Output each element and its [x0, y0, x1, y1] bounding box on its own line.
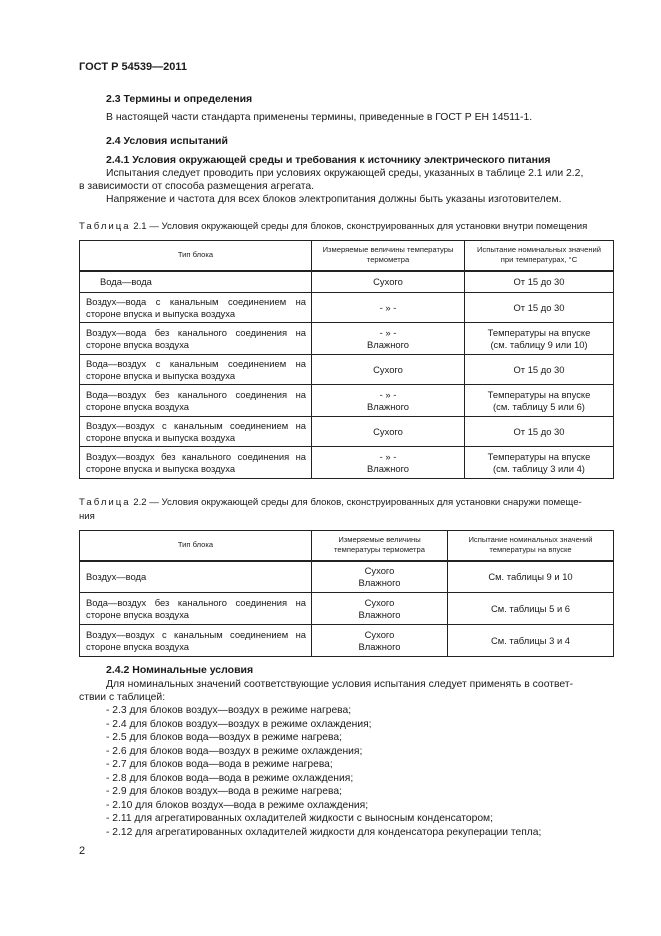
table-2-1-caption-word: Таблица: [79, 221, 131, 232]
list-item: - 2.4 для блоков воздух—воздух в режиме охлаждения;: [106, 718, 372, 730]
table-cell-test: От 15 до 30: [465, 417, 614, 447]
table-cell-type: Вода—воздух без канального соединения на стороне впуска воздуха: [80, 385, 312, 417]
list-item: - 2.11 для агрегатированных охладителей жидкости с выносным конденсатором;: [106, 813, 493, 824]
table-2-1-header-type: Тип блока: [80, 241, 312, 271]
table-cell-measured: Сухого Влажного: [312, 561, 448, 593]
list-item: - 2.8 для блоков вода—вода в режиме охлаждения;: [106, 772, 354, 784]
table-2-1-header-test: Испытание номинальных значений при температурах, °С: [465, 241, 614, 271]
section-2-3-text: В настоящей части стандарта применены термины, приведенные в ГОСТ Р ЕН 14511-1.: [106, 112, 533, 123]
table-cell-measured: - » - Влажного: [312, 323, 465, 355]
section-2-4-2-intro-line2: ствии с таблицей:: [79, 692, 166, 703]
table-2-1-caption: [79, 221, 587, 232]
section-heading-2-4-2: 2.4.2 Номинальные условия: [106, 664, 254, 676]
list-item: - 2.7 для блоков вода—вода в режиме нагрева;: [106, 759, 333, 770]
table-2-2-caption-word: Таблица: [79, 497, 131, 508]
table-cell-measured: - » - Влажного: [312, 385, 465, 417]
list-item: - 2.10 для блоков воздух—вода в режиме охлаждения;: [106, 799, 369, 811]
list-item: - 2.6 для блоков вода—воздух в режиме охлаждения;: [106, 745, 363, 757]
section-2-4-1-para2: Напряжение и частота для всех блоков электропитания должны быть указаны изготовителем.: [106, 194, 562, 205]
table-2-2-header-type: Тип блока: [80, 531, 312, 561]
list-item: - 2.9 для блоков воздух—вода в режиме нагрева;: [106, 786, 342, 797]
table-row: [80, 293, 614, 323]
section-heading-2-3: 2.3 Термины и определения: [106, 93, 253, 105]
table-cell-measured: Сухого: [312, 355, 465, 385]
table-cell-type: Вода—воздух с канальным соединением на стороне впуска и выпуска воздуха: [80, 355, 312, 385]
table-2-2-header-row: [80, 531, 614, 561]
section-heading-2-4: 2.4 Условия испытаний: [106, 135, 228, 147]
table-cell-measured: - » - Влажного: [312, 447, 465, 479]
table-row: [80, 385, 614, 417]
section-heading-2-4-1: 2.4.1 Условия окружающей среды и требования к источнику электрического питания: [106, 154, 551, 166]
table-2-2-caption-line2: ния: [79, 511, 95, 522]
table-row: [80, 625, 614, 657]
list-item: - 2.5 для блоков вода—воздух в режиме нагрева;: [106, 732, 342, 743]
table-cell-test: Температуры на впуске (см. таблицу 3 или 4): [465, 447, 614, 479]
table-cell-type: Воздух—воздух с канальным соединением на стороне впуска воздуха: [80, 625, 312, 657]
table-2-1: [79, 240, 614, 479]
table-row: [80, 447, 614, 479]
page-number: 2: [79, 845, 86, 857]
table-cell-measured: Сухого: [312, 271, 465, 293]
table-cell-test: См. таблицы 5 и 6: [448, 593, 614, 625]
table-2-2-caption: [79, 496, 619, 524]
table-cell-measured: Сухого Влажного: [312, 593, 448, 625]
table-row: [80, 593, 614, 625]
section-2-4-1-para1-line1: Испытания следует проводить при условиях окружающей среды, указанных в таблице 2.1 или 2.2,: [106, 168, 584, 179]
list-item: - 2.3 для блоков воздух—воздух в режиме нагрева;: [106, 705, 352, 716]
table-2-1-header-row: [80, 241, 614, 271]
table-row: [80, 355, 614, 385]
table-row: [80, 323, 614, 355]
table-2-2-caption-text: 2.2 — Условия окружающей среды для блоков, сконструированных для установки снаружи помеще-: [133, 497, 582, 508]
table-cell-type: Вода—вода: [80, 271, 312, 293]
table-cell-type: Вода—воздух без канального соединения на стороне впуска воздуха: [80, 593, 312, 625]
rated-conditions-list: [106, 704, 541, 839]
table-cell-measured: Сухого: [312, 417, 465, 447]
table-cell-type: Воздух—вода: [80, 561, 312, 593]
table-cell-test: Температуры на впуске (см. таблицу 5 или 6): [465, 385, 614, 417]
table-cell-type: Воздух—воздух с канальным соединением на стороне впуска и выпуска воздуха: [80, 417, 312, 447]
table-cell-test: См. таблицы 9 и 10: [448, 561, 614, 593]
table-2-2: [79, 530, 614, 657]
list-item: - 2.12 для агрегатированных охладителей жидкости для конденсатора рекуперации тепла;: [106, 826, 542, 838]
table-2-1-caption-text: 2.1 — Условия окружающей среды для блоков, сконструированных для установки внутри помещения: [133, 221, 588, 232]
table-cell-test: От 15 до 30: [465, 293, 614, 323]
table-row: [80, 417, 614, 447]
table-cell-test: См. таблицы 3 и 4: [448, 625, 614, 657]
table-cell-test: От 15 до 30: [465, 271, 614, 293]
document-header: ГОСТ Р 54539—2011: [79, 61, 187, 73]
table-cell-test: Температуры на впуске (см. таблицу 9 или 10): [465, 323, 614, 355]
table-row: [80, 271, 614, 293]
table-2-1-header-measured: Измеряемые величины температуры термометра: [312, 241, 465, 271]
table-cell-type: Воздух—вода без канального соединения на стороне впуска воздуха: [80, 323, 312, 355]
section-2-4-2-intro-line1: Для номинальных значений соответствующие условия испытания следует применять в соответ-: [106, 679, 574, 690]
section-2-4-1-para1-line2: в зависимости от способа размещения агрегата.: [79, 181, 315, 192]
table-row: [80, 561, 614, 593]
table-2-2-header-measured: Измеряемые величины температуры термометра: [312, 531, 448, 561]
table-cell-measured: - » -: [312, 293, 465, 323]
table-cell-type: Воздух—вода с канальным соединением на стороне впуска и выпуска воздуха: [80, 293, 312, 323]
table-cell-measured: Сухого Влажного: [312, 625, 448, 657]
table-cell-type: Воздух—воздух без канального соединения на стороне впуска и выпуска воздуха: [80, 447, 312, 479]
table-cell-test: От 15 до 30: [465, 355, 614, 385]
table-2-2-header-test: Испытание номинальных значений температуры на впуске: [448, 531, 614, 561]
